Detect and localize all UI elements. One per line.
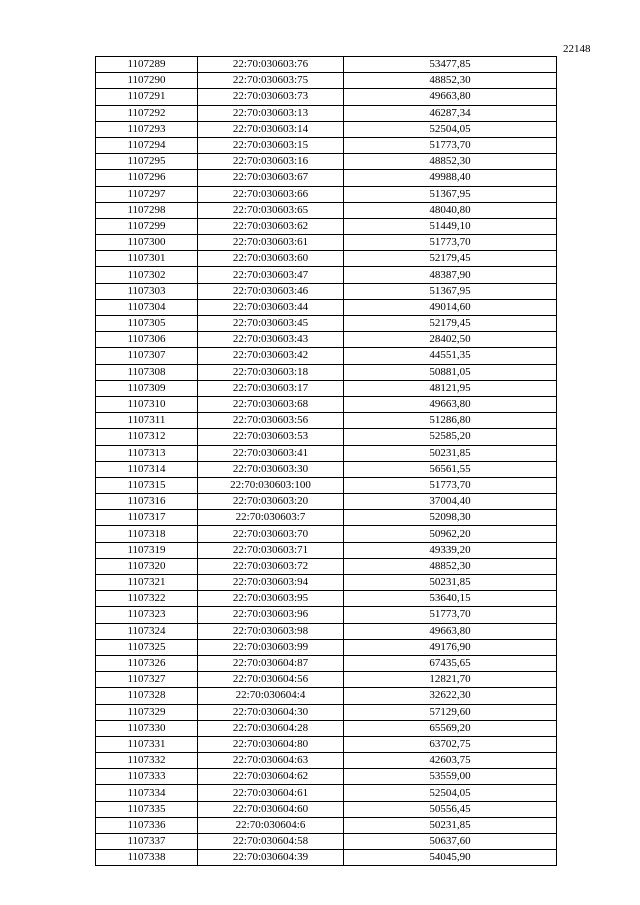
cadastral-value-cell: 46287,34: [344, 105, 557, 121]
record-number-cell: 1107306: [96, 332, 198, 348]
record-number-cell: 1107302: [96, 267, 198, 283]
table-row: [96, 655, 557, 671]
cadastral-number-cell: 22:70:030603:53: [198, 429, 344, 445]
table-row: [96, 591, 557, 607]
table-row: [96, 704, 557, 720]
cadastral-value-cell: 51367,95: [344, 186, 557, 202]
cadastral-number-cell: 22:70:030603:99: [198, 639, 344, 655]
cadastral-value-cell: 50556,45: [344, 801, 557, 817]
cadastral-value-cell: 48121,95: [344, 380, 557, 396]
cadastral-number-cell: 22:70:030603:95: [198, 591, 344, 607]
cadastral-number-cell: 22:70:030604:61: [198, 785, 344, 801]
table-row: [96, 170, 557, 186]
cadastral-number-cell: 22:70:030603:46: [198, 283, 344, 299]
record-number-cell: 1107312: [96, 429, 198, 445]
cadastral-value-cell: 28402,50: [344, 332, 557, 348]
table-row: [96, 396, 557, 412]
cadastral-number-cell: 22:70:030603:44: [198, 299, 344, 315]
cadastral-value-cell: 48387,90: [344, 267, 557, 283]
record-number-cell: 1107315: [96, 477, 198, 493]
cadastral-number-cell: 22:70:030603:100: [198, 477, 344, 493]
table-row: [96, 299, 557, 315]
record-number-cell: 1107329: [96, 704, 198, 720]
cadastral-value-cell: 48852,30: [344, 73, 557, 89]
record-number-cell: 1107304: [96, 299, 198, 315]
cadastral-number-cell: 22:70:030603:65: [198, 202, 344, 218]
record-number-cell: 1107294: [96, 137, 198, 153]
table-row: [96, 801, 557, 817]
cadastral-value-cell: 49176,90: [344, 639, 557, 655]
cadastral-number-cell: 22:70:030603:68: [198, 396, 344, 412]
table-row: [96, 316, 557, 332]
cadastral-value-cell: 12821,70: [344, 672, 557, 688]
cadastral-number-cell: 22:70:030603:96: [198, 607, 344, 623]
table-row: [96, 154, 557, 170]
table-row: [96, 218, 557, 234]
record-number-cell: 1107298: [96, 202, 198, 218]
record-number-cell: 1107289: [96, 57, 198, 73]
cadastral-number-cell: 22:70:030603:67: [198, 170, 344, 186]
cadastral-number-cell: 22:70:030603:14: [198, 121, 344, 137]
table-row: [96, 720, 557, 736]
cadastral-value-cell: 49663,80: [344, 89, 557, 105]
record-number-cell: 1107319: [96, 542, 198, 558]
table-row: [96, 267, 557, 283]
cadastral-value-cell: 51773,70: [344, 477, 557, 493]
cadastral-number-cell: 22:70:030604:39: [198, 850, 344, 866]
record-number-cell: 1107320: [96, 558, 198, 574]
cadastral-value-cell: 49663,80: [344, 396, 557, 412]
cadastral-number-cell: 22:70:030604:6: [198, 817, 344, 833]
record-number-cell: 1107322: [96, 591, 198, 607]
table-row: [96, 607, 557, 623]
cadastral-number-cell: 22:70:030604:30: [198, 704, 344, 720]
cadastral-value-cell: 53477,85: [344, 57, 557, 73]
cadastral-number-cell: 22:70:030603:72: [198, 558, 344, 574]
cadastral-number-cell: 22:70:030604:62: [198, 769, 344, 785]
record-number-cell: 1107338: [96, 850, 198, 866]
record-number-cell: 1107328: [96, 688, 198, 704]
table-row: [96, 558, 557, 574]
cadastral-value-cell: 52098,30: [344, 510, 557, 526]
cadastral-number-cell: 22:70:030603:76: [198, 57, 344, 73]
record-number-cell: 1107324: [96, 623, 198, 639]
record-number-cell: 1107290: [96, 73, 198, 89]
cadastral-value-cell: 50962,20: [344, 526, 557, 542]
table-row: [96, 639, 557, 655]
table-row: [96, 137, 557, 153]
cadastral-number-cell: 22:70:030603:15: [198, 137, 344, 153]
record-number-cell: 1107332: [96, 753, 198, 769]
record-number-cell: 1107305: [96, 316, 198, 332]
cadastral-number-cell: 22:70:030603:43: [198, 332, 344, 348]
cadastral-number-cell: 22:70:030603:62: [198, 218, 344, 234]
record-number-cell: 1107325: [96, 639, 198, 655]
cadastral-number-cell: 22:70:030603:73: [198, 89, 344, 105]
cadastral-value-cell: 67435,65: [344, 655, 557, 671]
table-row: [96, 251, 557, 267]
table-row: [96, 121, 557, 137]
cadastral-number-cell: 22:70:030604:63: [198, 753, 344, 769]
record-number-cell: 1107323: [96, 607, 198, 623]
record-number-cell: 1107326: [96, 655, 198, 671]
table-row: [96, 672, 557, 688]
cadastral-number-cell: 22:70:030603:13: [198, 105, 344, 121]
record-number-cell: 1107293: [96, 121, 198, 137]
cadastral-number-cell: 22:70:030603:98: [198, 623, 344, 639]
cadastral-number-cell: 22:70:030603:18: [198, 364, 344, 380]
table-row: [96, 688, 557, 704]
cadastral-value-cell: 53559,00: [344, 769, 557, 785]
record-number-cell: 1107321: [96, 575, 198, 591]
cadastral-number-cell: 22:70:030604:80: [198, 736, 344, 752]
cadastral-number-cell: 22:70:030604:4: [198, 688, 344, 704]
record-number-cell: 1107295: [96, 154, 198, 170]
cadastral-number-cell: 22:70:030603:60: [198, 251, 344, 267]
cadastral-number-cell: 22:70:030603:47: [198, 267, 344, 283]
cadastral-value-cell: 52179,45: [344, 251, 557, 267]
record-number-cell: 1107318: [96, 526, 198, 542]
cadastral-value-cell: 51286,80: [344, 413, 557, 429]
record-number-cell: 1107296: [96, 170, 198, 186]
record-number-cell: 1107309: [96, 380, 198, 396]
cadastral-value-cell: 50881,05: [344, 364, 557, 380]
table-row: [96, 89, 557, 105]
record-number-cell: 1107308: [96, 364, 198, 380]
cadastral-number-cell: 22:70:030603:20: [198, 494, 344, 510]
cadastral-number-cell: 22:70:030603:17: [198, 380, 344, 396]
table-row: [96, 623, 557, 639]
cadastral-number-cell: 22:70:030603:45: [198, 316, 344, 332]
cadastral-value-cell: 52504,05: [344, 785, 557, 801]
record-number-cell: 1107301: [96, 251, 198, 267]
cadastral-number-cell: 22:70:030604:28: [198, 720, 344, 736]
record-number-cell: 1107316: [96, 494, 198, 510]
cadastral-value-cell: 48852,30: [344, 558, 557, 574]
cadastral-number-cell: 22:70:030603:7: [198, 510, 344, 526]
cadastral-number-cell: 22:70:030603:56: [198, 413, 344, 429]
cadastral-number-cell: 22:70:030603:16: [198, 154, 344, 170]
cadastral-number-cell: 22:70:030603:42: [198, 348, 344, 364]
cadastral-value-cell: 50231,85: [344, 445, 557, 461]
table-row: [96, 494, 557, 510]
record-number-cell: 1107291: [96, 89, 198, 105]
record-number-cell: 1107335: [96, 801, 198, 817]
cadastral-number-cell: 22:70:030603:30: [198, 461, 344, 477]
table-row: [96, 445, 557, 461]
table-row: [96, 235, 557, 251]
cadastral-number-cell: 22:70:030603:71: [198, 542, 344, 558]
table-row: [96, 850, 557, 866]
record-number-cell: 1107314: [96, 461, 198, 477]
cadastral-value-cell: 54045,90: [344, 850, 557, 866]
cadastral-value-cell: 65569,20: [344, 720, 557, 736]
cadastral-value-cell: 49663,80: [344, 623, 557, 639]
table-row: [96, 105, 557, 121]
record-number-cell: 1107330: [96, 720, 198, 736]
record-number-cell: 1107334: [96, 785, 198, 801]
cadastral-number-cell: 22:70:030603:61: [198, 235, 344, 251]
cadastral-value-cell: 63702,75: [344, 736, 557, 752]
table-row: [96, 202, 557, 218]
cadastral-value-cell: 50231,85: [344, 575, 557, 591]
cadastral-value-table: [95, 56, 557, 866]
table-row: [96, 332, 557, 348]
table-row: [96, 542, 557, 558]
table-row: [96, 461, 557, 477]
record-number-cell: 1107333: [96, 769, 198, 785]
table-row: [96, 73, 557, 89]
table-row: [96, 413, 557, 429]
record-number-cell: 1107303: [96, 283, 198, 299]
cadastral-value-cell: 51773,70: [344, 137, 557, 153]
record-number-cell: 1107297: [96, 186, 198, 202]
table-row: [96, 785, 557, 801]
cadastral-number-cell: 22:70:030604:60: [198, 801, 344, 817]
cadastral-value-cell: 37004,40: [344, 494, 557, 510]
cadastral-value-cell: 49339,20: [344, 542, 557, 558]
table-row: [96, 186, 557, 202]
cadastral-value-cell: 52504,05: [344, 121, 557, 137]
cadastral-value-cell: 57129,60: [344, 704, 557, 720]
table-body: [96, 57, 557, 866]
table-row: [96, 769, 557, 785]
record-number-cell: 1107317: [96, 510, 198, 526]
table-row: [96, 510, 557, 526]
page-number: 22148: [563, 43, 591, 55]
cadastral-number-cell: 22:70:030603:70: [198, 526, 344, 542]
record-number-cell: 1107336: [96, 817, 198, 833]
cadastral-number-cell: 22:70:030604:56: [198, 672, 344, 688]
cadastral-value-cell: 52585,20: [344, 429, 557, 445]
record-number-cell: 1107307: [96, 348, 198, 364]
table-row: [96, 380, 557, 396]
cadastral-value-cell: 52179,45: [344, 316, 557, 332]
record-number-cell: 1107313: [96, 445, 198, 461]
record-number-cell: 1107310: [96, 396, 198, 412]
cadastral-value-cell: 42603,75: [344, 753, 557, 769]
table-row: [96, 57, 557, 73]
table-row: [96, 348, 557, 364]
cadastral-value-cell: 51773,70: [344, 235, 557, 251]
cadastral-number-cell: 22:70:030603:94: [198, 575, 344, 591]
cadastral-number-cell: 22:70:030604:87: [198, 655, 344, 671]
table-row: [96, 736, 557, 752]
cadastral-value-cell: 51449,10: [344, 218, 557, 234]
cadastral-value-cell: 49014,60: [344, 299, 557, 315]
cadastral-value-cell: 53640,15: [344, 591, 557, 607]
table-row: [96, 477, 557, 493]
record-number-cell: 1107327: [96, 672, 198, 688]
record-number-cell: 1107299: [96, 218, 198, 234]
cadastral-value-cell: 56561,55: [344, 461, 557, 477]
table-row: [96, 283, 557, 299]
record-number-cell: 1107311: [96, 413, 198, 429]
cadastral-number-cell: 22:70:030603:75: [198, 73, 344, 89]
cadastral-value-cell: 44551,35: [344, 348, 557, 364]
cadastral-value-cell: 49988,40: [344, 170, 557, 186]
cadastral-value-cell: 50231,85: [344, 817, 557, 833]
table-row: [96, 364, 557, 380]
cadastral-value-cell: 51773,70: [344, 607, 557, 623]
cadastral-value-cell: 32622,30: [344, 688, 557, 704]
record-number-cell: 1107337: [96, 834, 198, 850]
cadastral-value-cell: 48040,80: [344, 202, 557, 218]
record-number-cell: 1107300: [96, 235, 198, 251]
cadastral-value-cell: 48852,30: [344, 154, 557, 170]
table-row: [96, 753, 557, 769]
cadastral-value-cell: 51367,95: [344, 283, 557, 299]
cadastral-number-cell: 22:70:030603:41: [198, 445, 344, 461]
record-number-cell: 1107331: [96, 736, 198, 752]
cadastral-value-cell: 50637,60: [344, 834, 557, 850]
table-row: [96, 575, 557, 591]
table-row: [96, 834, 557, 850]
record-number-cell: 1107292: [96, 105, 198, 121]
table-row: [96, 817, 557, 833]
cadastral-number-cell: 22:70:030603:66: [198, 186, 344, 202]
table-row: [96, 526, 557, 542]
table-row: [96, 429, 557, 445]
cadastral-number-cell: 22:70:030604:58: [198, 834, 344, 850]
